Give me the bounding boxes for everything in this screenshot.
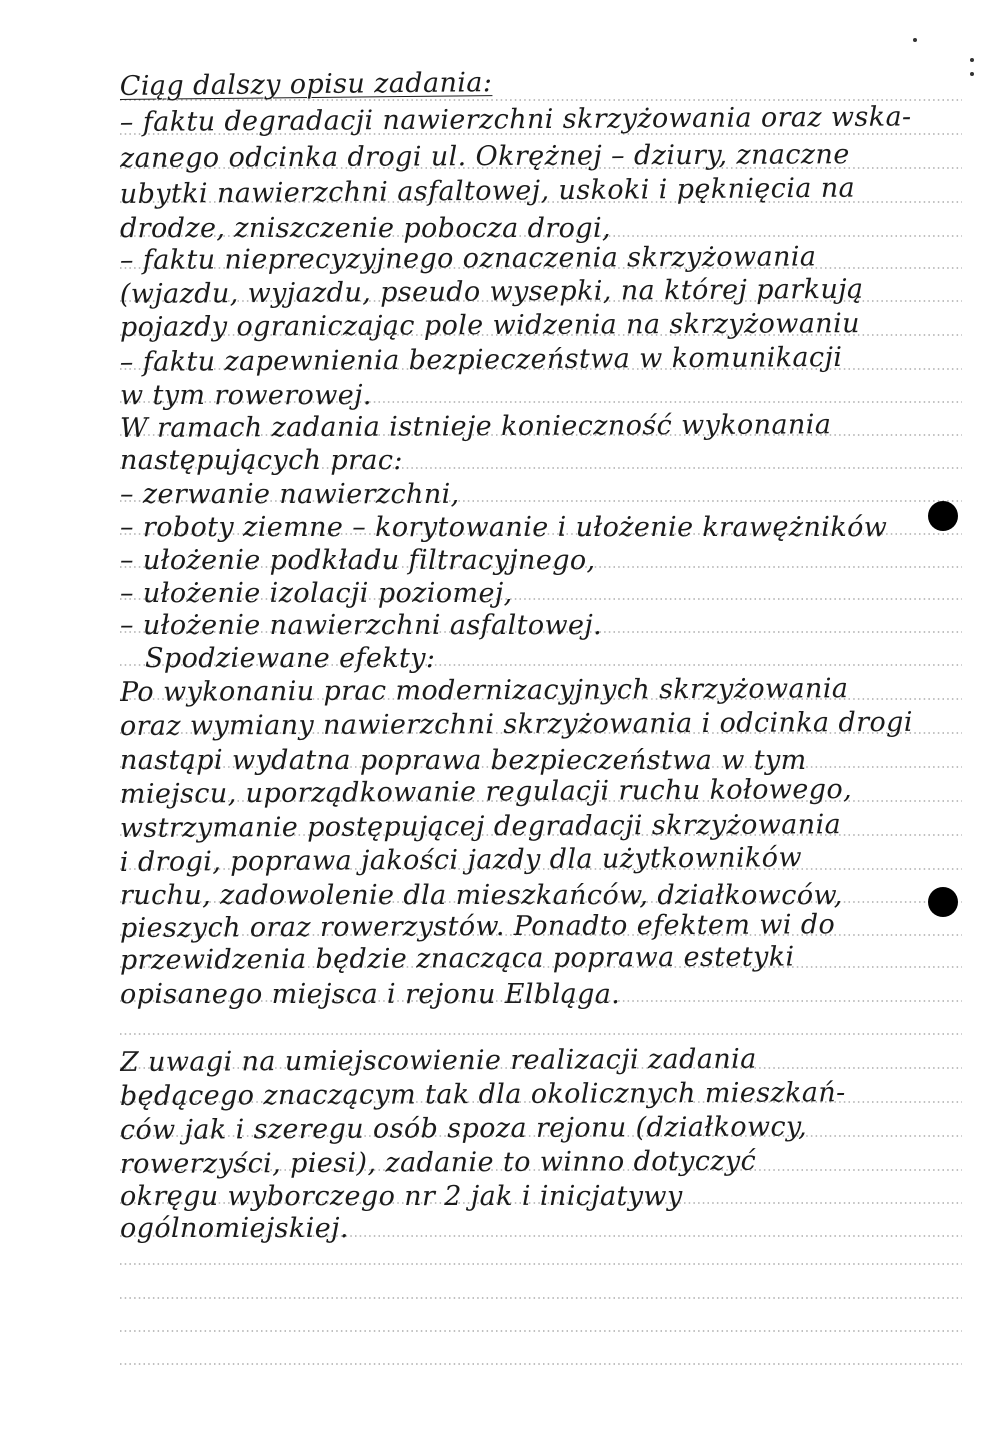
text-line: – faktu nieprecyzyjnego oznaczenia skrzyżowania: [119, 241, 817, 277]
text-line: rowerzyści, piesi), zadanie to winno dotyczyć: [119, 1145, 757, 1180]
text-line: (wjazdu, wyjazdu, pseudo wysepki, na której parkują: [119, 273, 864, 311]
text-line: ogólnomiejskiej.: [120, 1213, 349, 1244]
text-line: opisanego miejsca i rejonu Elbląga.: [120, 979, 621, 1010]
text-line: ubytki nawierzchni asfaltowej, uskoki i pęknięcia na: [119, 172, 856, 211]
text-line: – faktu zapewnienia bezpieczeństwa w komunikacji: [119, 341, 843, 379]
text-line: Po wykonaniu prac modernizacyjnych skrzyżowania: [119, 673, 849, 708]
text-line: i drogi, poprawa jakości jazdy dla użytkowników: [119, 842, 803, 879]
text-line: następujących prac:: [120, 445, 403, 476]
text-line: pojazdy ograniczając pole widzenia na skrzyżowaniu: [119, 308, 860, 344]
text-line: W ramach zadania istnieje konieczność wykonania: [119, 409, 832, 445]
text-line: w tym rowerowej.: [120, 380, 372, 411]
list-item: – roboty ziemne – korytowanie i ułożenie krawężników: [120, 512, 888, 543]
text-line: nastąpi wydatna poprawa bezpieczeństwa w tym: [120, 745, 807, 776]
margin-mark-mid-2: [970, 72, 974, 76]
text-line: Z uwagi na umiejscowienie realizacji zadania: [119, 1043, 757, 1078]
text-line: ruchu, zadowolenie dla mieszkańców, działkowców,: [120, 880, 843, 911]
text-line: miejscu, uporządkowanie regulacji ruchu kołowego,: [119, 773, 853, 811]
text-line: będącego znaczącym tak dla okolicznych mieszkań-: [119, 1077, 846, 1112]
text-line: wstrzymanie postępującej degradacji skrzyżowania: [119, 809, 842, 844]
text-line: przewidzenia będzie znacząca poprawa estetyki: [119, 941, 795, 976]
heading-continuation: Ciąg dalszy opisu zadania:: [119, 67, 493, 103]
text-line: oraz wymiany nawierzchni skrzyżowania i odcinka drogi: [119, 706, 913, 742]
text-line: okręgu wyborczego nr 2 jak i inicjatywy: [120, 1181, 683, 1212]
margin-mark-mid-1: [970, 58, 974, 62]
text-line: drodze, zniszczenie pobocza drogi,: [120, 213, 611, 244]
margin-mark-top: [913, 38, 917, 42]
list-item: – ułożenie nawierzchni asfaltowej.: [120, 610, 603, 641]
list-item: – zerwanie nawierzchni,: [120, 479, 460, 510]
list-item: – ułożenie izolacji poziomej,: [120, 578, 513, 609]
text-line: pieszych oraz rowerzystów. Ponadto efektem wi do: [119, 909, 836, 944]
text-line: – faktu degradacji nawierzchni skrzyżowania oraz wska-: [119, 101, 912, 139]
text-line: zanego odcinka drogi ul. Okrężnej – dziury, znaczne: [119, 139, 850, 175]
list-item: – ułożenie podkładu filtracyjnego,: [120, 545, 596, 576]
section-heading: Spodziewane efekty:: [145, 643, 436, 674]
text-line: ców jak i szeregu osób spoza rejonu (działkowcy,: [119, 1111, 808, 1146]
